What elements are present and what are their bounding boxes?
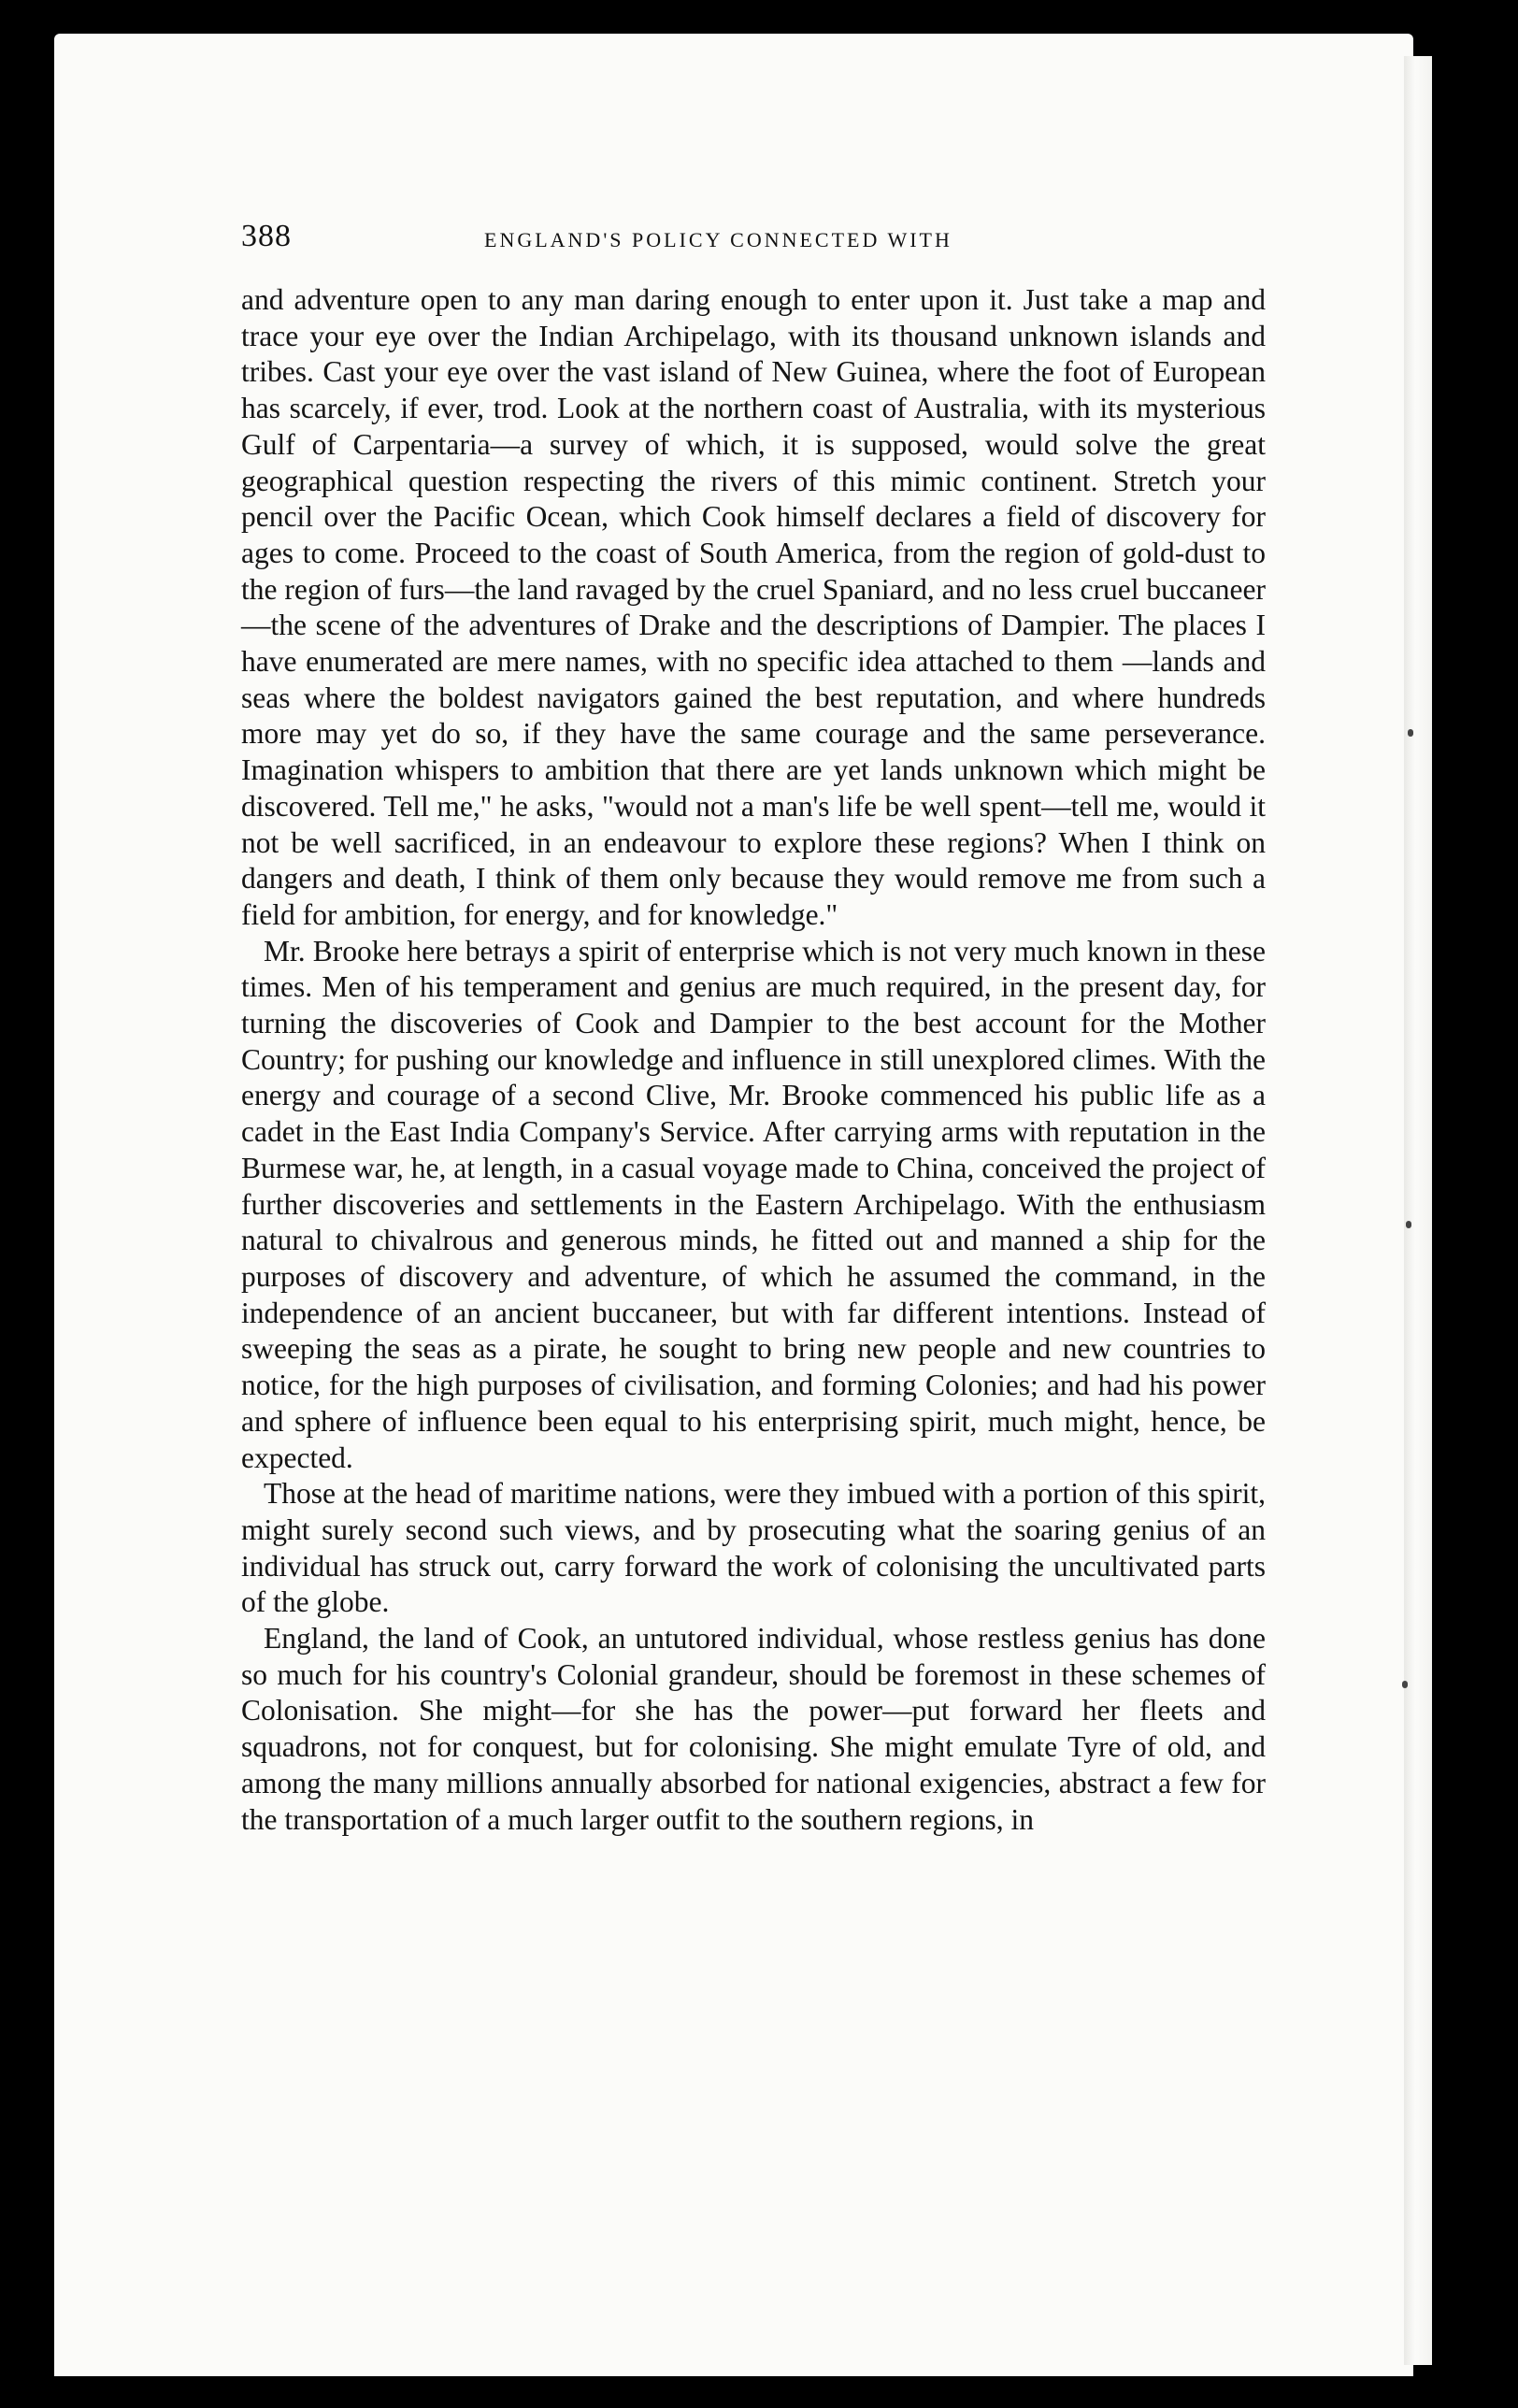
paragraph-1: and adventure open to any man daring enough to enter upon it. Just take a map and trace your eye over the Indian Archipelago, with its thousand unknown islands and tribes. Cast your eye over the vast island of New Guinea, where the foot of European has scarcely, if ever, trod. Look at the northern coast of Australia, with its mysterious Gulf of Carpentaria—a survey of which, it is supposed, would solve the great geographical question respecting the rivers of this mimic continent. Stretch your pencil over the Pacific Ocean, which Cook himself declares a field of discovery for ages to come. Proceed to the coast of South America, from the region of gold-dust to the region of furs—the land ravaged by the cruel Spaniard, and no less cruel buccaneer—the scene of the adventures of Drake and the descriptions of Dampier. The places I have enumerated are mere names, with no specific idea attached to them —lands and seas where the boldest navigators gained the best reputation, and where hundreds more may yet do so, if they have the same courage and the same perseverance. Imagination whispers to ambition that there are yet lands unknown which might be discovered. Tell me," he asks, "would not a man's life be well spent—tell me, would it not be well sacrificed, in an endeavour to explore these regions? When I think on dangers and death, I think of them only because they would remove me from such a field for ambition, for energy, and for knowledge." xyxy=(241,283,1266,931)
running-head: ENGLAND'S POLICY CONNECTED WITH xyxy=(484,228,952,251)
body-text xyxy=(241,282,1266,1838)
page-number: 388 xyxy=(241,219,292,253)
page-edge xyxy=(1404,56,1432,2365)
scan-speck xyxy=(1408,729,1413,737)
paragraph-3: Those at the head of maritime nations, were they imbued with a portion of this spirit, might surely second such views, and by prosecuting what the soaring genius of an individual has struck out, carry forward the work of colonising the uncultivated parts of the globe. xyxy=(241,1477,1266,1619)
paragraph-4: England, the land of Cook, an untutored individual, whose restless genius has done so much for his country's Colonial grandeur, should be foremost in these schemes of Colonisation. She might—for she has the power—put forward her fleets and squadrons, not for conquest, but for colonising. She might emulate Tyre of old, and among the many millions annually absorbed for national exigencies, abstract a few for the transportation of a much larger outfit to the southern regions, in xyxy=(241,1622,1266,1836)
page-header xyxy=(241,219,1269,256)
paragraph-2: Mr. Brooke here betrays a spirit of enterprise which is not very much known in these times. Men of his temperament and genius are much required, in the present day, for turning the discoveries of Cook and Dampier to the best account for the Mother Country; for pushing our knowledge and influence in still unexplored climes. With the energy and courage of a second Clive, Mr. Brooke commenced his public life as a cadet in the East India Company's Service. After carrying arms with reputation in the Burmese war, he, at length, in a casual voyage made to China, conceived the project of further discoveries and settlements in the Eastern Archipelago. With the enthusiasm natural to chivalrous and generous minds, he fitted out and manned a ship for the purposes of discovery and adventure, of which he assumed the command, in the independence of an ancient buccaneer, but with far different intentions. Instead of sweeping the seas as a pirate, he sought to bring new people and new countries to notice, for the high purposes of civilisation, and forming Colonies; and had his power and sphere of influence been equal to his enterprising spirit, much might, hence, be expected. xyxy=(241,934,1266,1474)
scan-speck xyxy=(1402,1681,1408,1688)
scan-speck xyxy=(1406,1221,1411,1228)
